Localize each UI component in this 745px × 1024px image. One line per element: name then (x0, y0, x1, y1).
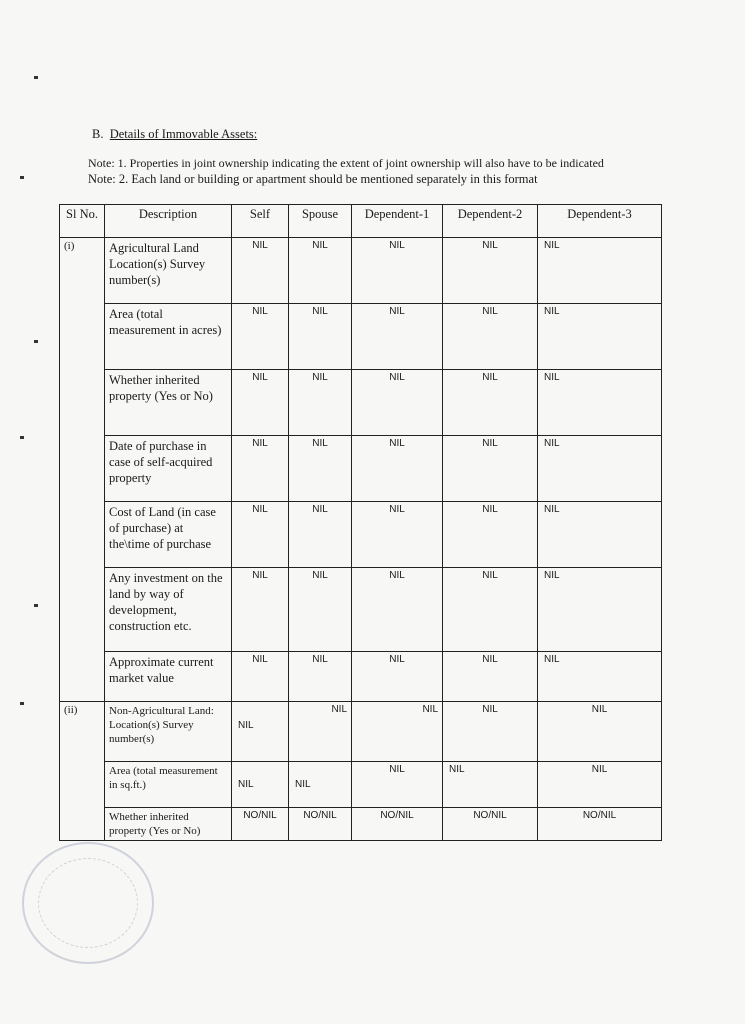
value-dependent-1: NIL (352, 370, 443, 436)
value-dependent-3: NIL (538, 568, 662, 652)
value-spouse: NIL (289, 652, 352, 702)
col-description: Description (105, 205, 232, 238)
table-row (60, 702, 662, 762)
value-spouse: NO/NIL (289, 808, 352, 841)
row-description: Area (total measurement in sq.ft.) (105, 762, 232, 808)
value-dependent-2: NIL (443, 762, 538, 808)
value-self: NIL (232, 238, 289, 304)
scan-speck (34, 604, 38, 607)
value-self: NO/NIL (232, 808, 289, 841)
value-spouse: NIL (289, 238, 352, 304)
value-self: NIL (232, 304, 289, 370)
value-dependent-1: NIL (352, 304, 443, 370)
sl-cell-i: (i) (60, 238, 105, 702)
value-dependent-1: NIL (352, 652, 443, 702)
value-spouse: NIL (289, 502, 352, 568)
value-dependent-3: NIL (538, 702, 662, 762)
value-dependent-1: NIL (352, 762, 443, 808)
scan-speck (20, 702, 24, 705)
value-dependent-2: NIL (443, 436, 538, 502)
value-spouse: NIL (289, 370, 352, 436)
value-self: NIL (232, 502, 289, 568)
row-description: Area (total measurement in acres) (105, 304, 232, 370)
scan-speck (20, 436, 24, 439)
scan-speck (20, 176, 24, 179)
table-row (60, 652, 662, 702)
value-self: NIL (232, 702, 289, 762)
sl-cell-ii: (ii) (60, 702, 105, 841)
value-dependent-2: NIL (443, 304, 538, 370)
value-dependent-3: NIL (538, 652, 662, 702)
value-dependent-2: NIL (443, 702, 538, 762)
table-row (60, 568, 662, 652)
table-row (60, 370, 662, 436)
value-spouse: NIL (289, 568, 352, 652)
value-dependent-3: NIL (538, 762, 662, 808)
col-dependent-3: Dependent-3 (538, 205, 662, 238)
row-description: Approximate current market value (105, 652, 232, 702)
row-description: Date of purchase in case of self-acquired property (105, 436, 232, 502)
value-dependent-1: NIL (352, 702, 443, 762)
table-row (60, 502, 662, 568)
section-title: Details of Immovable Assets: (109, 127, 258, 141)
value-dependent-1: NIL (352, 238, 443, 304)
row-description: Whether inherited property (Yes or No) (105, 808, 232, 841)
value-dependent-1: NIL (352, 436, 443, 502)
value-self: NIL (232, 436, 289, 502)
table-row (60, 304, 662, 370)
table-row (60, 436, 662, 502)
row-description: Any investment on the land by way of development, construction etc. (105, 568, 232, 652)
value-self: NIL (232, 568, 289, 652)
col-dependent-1: Dependent-1 (352, 205, 443, 238)
note-2: Note: 2. Each land or building or apartment should be mentioned separately in this format (88, 172, 538, 186)
table-row (60, 238, 662, 304)
section-heading (92, 127, 257, 142)
row-description: Agricultural Land Location(s) Survey number(s) (105, 238, 232, 304)
value-dependent-2: NO/NIL (443, 808, 538, 841)
row-description: Cost of Land (in case of purchase) at the\time of purchase (105, 502, 232, 568)
scan-speck (34, 340, 38, 343)
value-dependent-1: NIL (352, 502, 443, 568)
value-spouse: NIL (289, 762, 352, 808)
value-dependent-2: NIL (443, 370, 538, 436)
value-spouse: NIL (289, 702, 352, 762)
value-self: NIL (232, 652, 289, 702)
row-description: Whether inherited property (Yes or No) (105, 370, 232, 436)
col-spouse: Spouse (289, 205, 352, 238)
value-dependent-3: NO/NIL (538, 808, 662, 841)
value-dependent-3: NIL (538, 304, 662, 370)
value-dependent-3: NIL (538, 436, 662, 502)
value-dependent-2: NIL (443, 502, 538, 568)
value-dependent-1: NO/NIL (352, 808, 443, 841)
col-dependent-2: Dependent-2 (443, 205, 538, 238)
immovable-assets-table (59, 204, 662, 841)
value-dependent-3: NIL (538, 370, 662, 436)
table-row (60, 762, 662, 808)
scan-speck (34, 76, 38, 79)
row-description: Non-Agricultural Land: Location(s) Survey number(s) (105, 702, 232, 762)
value-self: NIL (232, 370, 289, 436)
value-dependent-3: NIL (538, 238, 662, 304)
value-self: NIL (232, 762, 289, 808)
table-row (60, 808, 662, 841)
value-spouse: NIL (289, 436, 352, 502)
value-spouse: NIL (289, 304, 352, 370)
col-sl-no: Sl No. (60, 205, 105, 238)
value-dependent-3: NIL (538, 502, 662, 568)
value-dependent-2: NIL (443, 652, 538, 702)
section-letter: B. (92, 127, 104, 141)
value-dependent-2: NIL (443, 238, 538, 304)
header-row (60, 205, 662, 238)
office-seal-stamp (22, 842, 154, 964)
note-1: Note: 1. Properties in joint ownership indicating the extent of joint ownership will also have to be indicated (88, 156, 604, 170)
value-dependent-1: NIL (352, 568, 443, 652)
value-dependent-2: NIL (443, 568, 538, 652)
col-self: Self (232, 205, 289, 238)
